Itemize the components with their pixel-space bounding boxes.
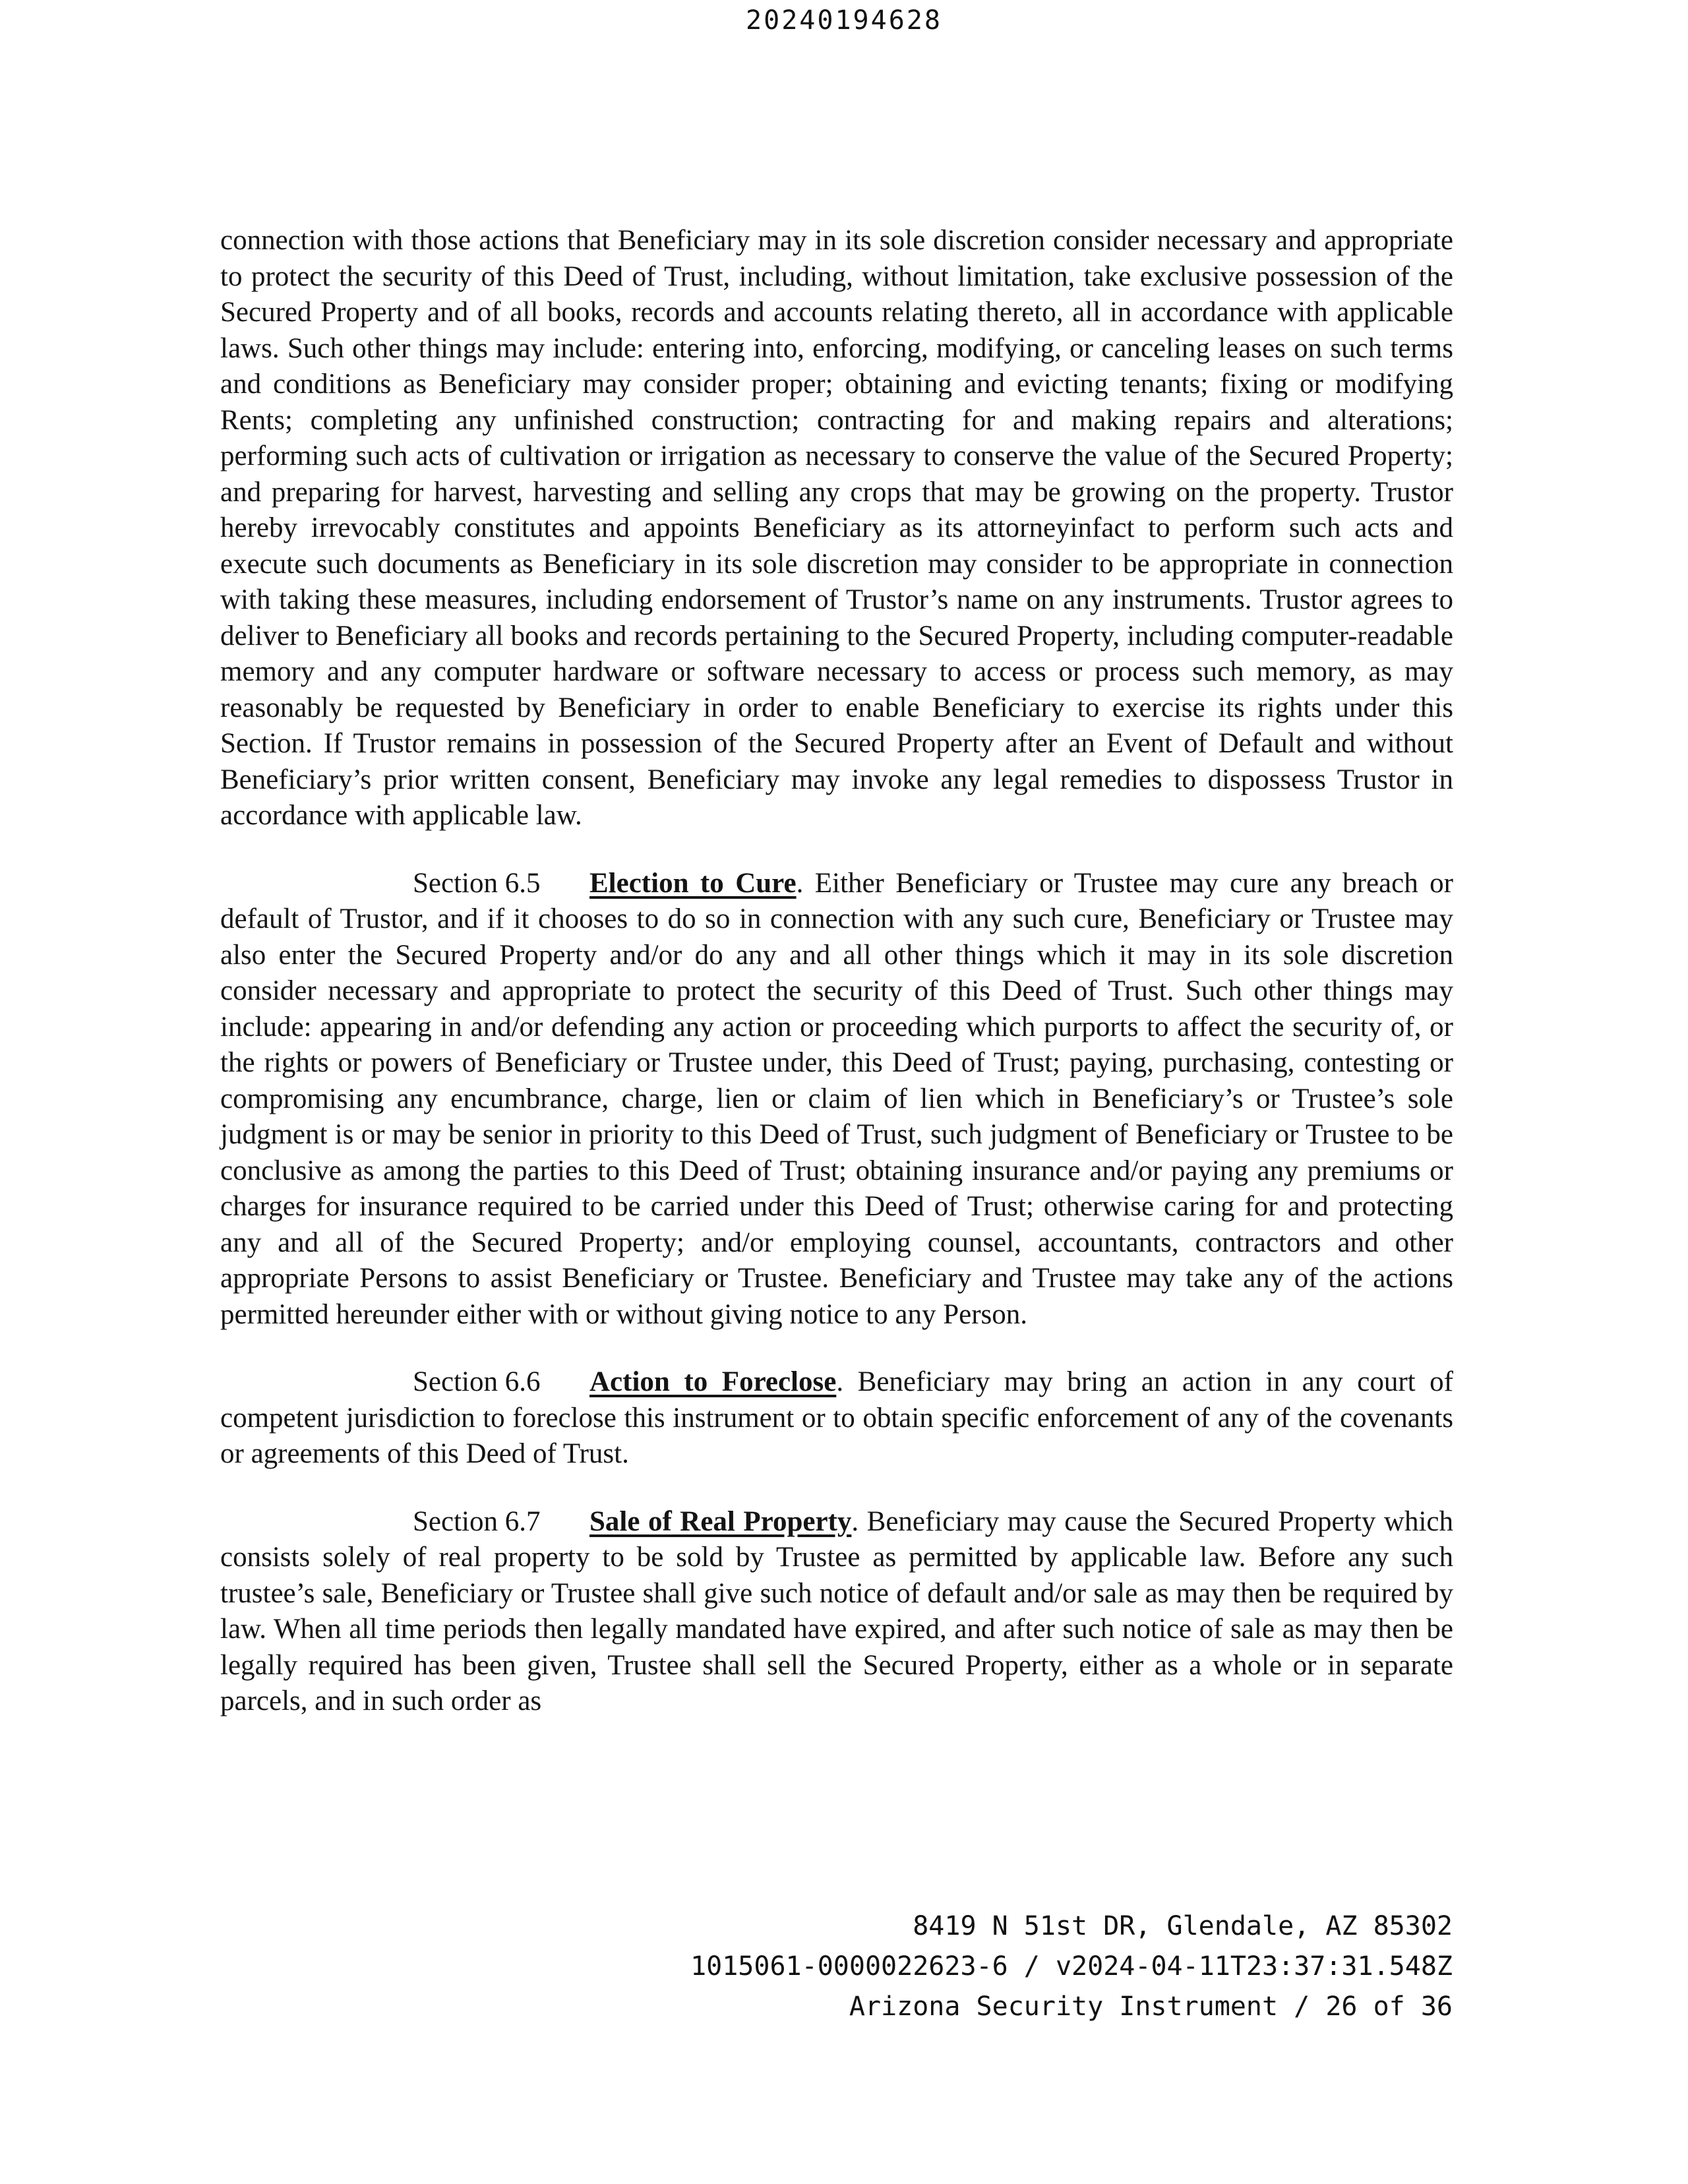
- section-title: Sale of Real Property: [589, 1505, 852, 1537]
- section-title: Election to Cure: [589, 867, 797, 899]
- continuation-paragraph: connection with those actions that Beneficiary may in its sole discretion consider necessary and appropriate to protect the security of this Deed of Trust, including, without limitation, take exclusive possession of the Secured Property and of all books, records and accounts relating thereto, all in accordance with applicable laws. Such other things may include: entering into, enforcing, modifying, or canceling leases on such terms and conditions as Beneficiary may consider proper; obtaining and evicting tenants; fixing or modifying Rents; completing any unfinished construction; contracting for and making repairs and alterations; performing such acts of cultivation or irrigation as necessary to conserve the value of the Secured Property; and preparing for harvest, harvesting and selling any crops that may be growing on the property. Trustor hereby irrevocably constitutes and appoints Beneficiary as its attorneyinfact to perform such acts and execute such documents as Beneficiary in its sole discretion may consider to be appropriate in connection with taking these measures, including endorsement of Trustor’s name on any instruments. Trustor agrees to deliver to Beneficiary all books and records pertaining to the Secured Property, including computer-readable memory and any computer hardware or software necessary to access or process such memory, as may reasonably be requested by Beneficiary in order to enable Beneficiary to exercise its rights under this Section. If Trustor remains in possession of the Secured Property after an Event of Default and without Beneficiary’s prior written consent, Beneficiary may invoke any legal remedies to dispossess Trustor in accordance with applicable law.: [220, 225, 1453, 831]
- page-footer: [690, 1906, 1453, 2027]
- document-title-page: Arizona Security Instrument / 26 of 36: [849, 1991, 1453, 2022]
- recording-number: 20240194628: [746, 5, 942, 36]
- section-label: Section 6.5: [413, 867, 541, 899]
- section-6-5: [220, 866, 1453, 1333]
- document-body: [220, 223, 1453, 1751]
- section-title: Action to Foreclose: [589, 1366, 837, 1397]
- section-label: Section 6.6: [413, 1366, 541, 1397]
- section-label: Section 6.7: [413, 1505, 541, 1537]
- section-6-6: [220, 1364, 1453, 1472]
- section-text: . Beneficiary may bring an action in any court of competent jurisdiction to foreclose this instrument or to obtain specific enforcement of any of the covenants or agreements of this Deed of Trust.: [220, 1366, 1453, 1469]
- section-text: . Either Beneficiary or Trustee may cure any breach or default of Trustor, and if it chooses to do so in connection with any such cure, Beneficiary or Trustee may also enter the Secured Property and/or do any and all other things which it may in its sole discretion consider necessary and appropriate to protect the security of this Deed of Trust. Such other things may include: appearing in and/or defending any action or proceeding which purports to affect the security of, or the rights or powers of Beneficiary or Trustee under, this Deed of Trust; paying, purchasing, contesting or compromising any encumbrance, charge, lien or claim of lien which in Beneficiary’s or Trustee’s sole judgment is or may be senior in priority to this Deed of Trust, such judgment of Beneficiary or Trustee to be conclusive as among the parties to this Deed of Trust; obtaining insurance and/or paying any premiums or charges for insurance required to be carried under this Deed of Trust; otherwise caring for and protecting any and all of the Secured Property; and/or employing counsel, accountants, contractors and other appropriate Persons to assist Beneficiary or Trustee. Beneficiary and Trustee may take any of the actions permitted hereunder either with or without giving notice to any Person.: [220, 867, 1453, 1330]
- loan-reference: 1015061-0000022623-6 / v2024-04-11T23:37:31.548Z: [690, 1951, 1453, 1982]
- property-address: 8419 N 51st DR, Glendale, AZ 85302: [913, 1911, 1453, 1941]
- section-6-7: [220, 1504, 1453, 1720]
- section-text: . Beneficiary may cause the Secured Property which consists solely of real property to be sold by Trustee as permitted by applicable law. Before any such trustee’s sale, Beneficiary or Trustee shall give such notice of default and/or sale as may then be required by law. When all time periods then legally mandated have expired, and after such notice of sale as may then be legally required has been given, Trustee shall sell the Secured Property, either as a whole or in separate parcels, and in such order as: [220, 1505, 1453, 1716]
